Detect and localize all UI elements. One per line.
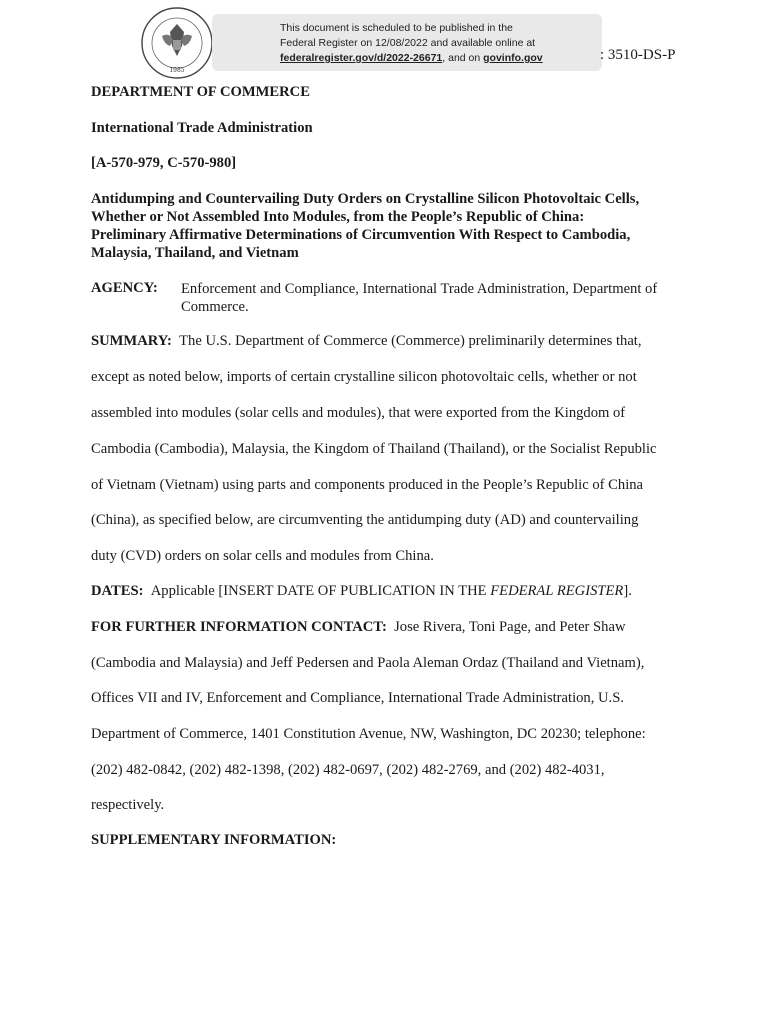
govinfo-link[interactable]: govinfo.gov bbox=[483, 52, 543, 64]
summary-line: (China), as specified below, are circumventing the antidumping duty (AD) and countervailing bbox=[91, 512, 639, 528]
department-heading: DEPARTMENT OF COMMERCE bbox=[91, 84, 310, 100]
contact-line: respectively. bbox=[91, 797, 165, 813]
summary-line: of Vietnam (Vietnam) using parts and components produced in the People’s Republic of China bbox=[91, 477, 644, 493]
federal-register-link[interactable]: federalregister.gov/d/2022-26671 bbox=[280, 52, 443, 64]
dates-text: Applicable [INSERT DATE OF PUBLICATION IN THE bbox=[150, 583, 491, 599]
agency-value bbox=[181, 280, 691, 316]
contact-line bbox=[91, 619, 625, 636]
contact-label: FOR FURTHER INFORMATION CONTACT: bbox=[91, 619, 387, 635]
dates-label: DATES: bbox=[91, 583, 144, 599]
title-line: Antidumping and Countervailing Duty Orders on Crystalline Silicon Photovoltaic Cells, bbox=[91, 191, 640, 207]
summary-line: except as noted below, imports of certain crystalline silicon photovoltaic cells, whether or not bbox=[91, 369, 637, 385]
summary-line bbox=[91, 333, 642, 350]
national-archives-seal bbox=[140, 6, 214, 80]
title-line: Whether or Not Assembled Into Modules, from the People’s Republic of China: bbox=[91, 209, 585, 225]
supplementary-heading: SUPPLEMENTARY INFORMATION: bbox=[91, 832, 337, 848]
publication-banner-text bbox=[280, 21, 600, 66]
agency-line: Commerce. bbox=[181, 299, 249, 315]
agency-heading: International Trade Administration bbox=[91, 120, 313, 136]
summary-line: assembled into modules (solar cells and modules), that were exported from the Kingdom of bbox=[91, 405, 626, 421]
svg-text:1985: 1985 bbox=[169, 67, 185, 74]
dates-italic: FEDERAL REGISTER bbox=[490, 583, 624, 599]
summary-text: The U.S. Department of Commerce (Commerce) preliminarily determines that, bbox=[179, 333, 642, 349]
dates-post: ]. bbox=[623, 583, 632, 599]
contact-line: (202) 482-0842, (202) 482-1398, (202) 482-0697, (202) 482-2769, and (202) 482-4031, bbox=[91, 762, 605, 778]
case-numbers: [A-570-979, C-570-980] bbox=[91, 155, 237, 171]
dates-line bbox=[91, 583, 632, 600]
agency-label: AGENCY: bbox=[91, 280, 158, 296]
summary-label: SUMMARY: bbox=[91, 333, 172, 349]
contact-text: Jose Rivera, Toni Page, and Peter Shaw bbox=[394, 619, 626, 635]
billing-code: : 3510-DS-P bbox=[600, 47, 676, 63]
banner-line-1: This document is scheduled to be published in the bbox=[280, 22, 513, 34]
title-line: Preliminary Affirmative Determinations of Circumvention With Respect to Cambodia, bbox=[91, 227, 631, 243]
contact-line: Department of Commerce, 1401 Constitution Avenue, NW, Washington, DC 20230; telephone: bbox=[91, 726, 646, 742]
summary-line: duty (CVD) orders on solar cells and modules from China. bbox=[91, 548, 434, 564]
contact-line: Offices VII and IV, Enforcement and Compliance, International Trade Administration, U.S. bbox=[91, 690, 624, 706]
summary-line: Cambodia (Cambodia), Malaysia, the Kingdom of Thailand (Thailand), or the Socialist Republic bbox=[91, 441, 657, 457]
agency-line: Enforcement and Compliance, International Trade Administration, Department of bbox=[181, 281, 658, 297]
contact-line: (Cambodia and Malaysia) and Jeff Pedersen and Paola Aleman Ordaz (Thailand and Vietnam), bbox=[91, 655, 645, 671]
banner-mid-text: , and on bbox=[442, 52, 484, 64]
banner-line-2: Federal Register on 12/08/2022 and available online at bbox=[280, 37, 536, 49]
title-line: Malaysia, Thailand, and Vietnam bbox=[91, 245, 299, 261]
document-title bbox=[91, 190, 701, 262]
